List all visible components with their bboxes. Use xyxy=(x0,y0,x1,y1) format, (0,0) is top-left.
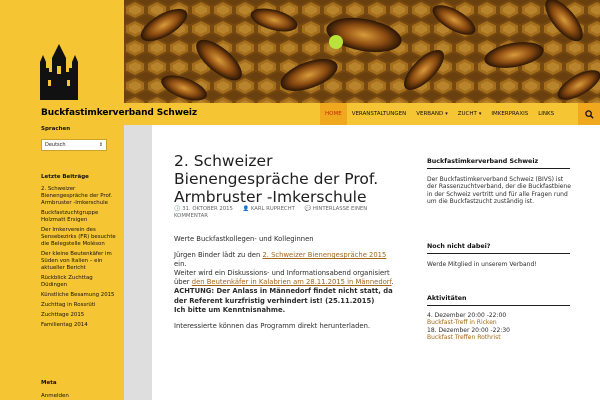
search-button[interactable] xyxy=(578,103,600,125)
recent-post-link[interactable]: Der Imkerverein des Sensebezirks (FR) besuchte die Belegstelle Moléson xyxy=(41,227,116,247)
recent-post-link[interactable]: Rückblick Zuchttag Düdingen xyxy=(41,275,93,288)
post-text: Weiter wird ein Diskussions- und Informationsabend organisiert über xyxy=(174,269,390,287)
nav-label-zucht: ZUCHT xyxy=(457,111,477,117)
recent-posts-list xyxy=(41,186,119,332)
main-navigation xyxy=(320,103,559,125)
post-meta xyxy=(174,206,394,220)
nav-item-veranstaltungen[interactable] xyxy=(347,103,412,125)
main-content xyxy=(152,125,402,400)
recent-post-link[interactable]: Zuchttage 2015 xyxy=(41,312,85,318)
search-icon xyxy=(585,110,594,119)
chevron-down-icon: ▾ xyxy=(445,111,448,117)
post-body xyxy=(174,235,399,338)
nav-label-veranstaltungen: VERANSTALTUNGEN xyxy=(351,111,407,117)
post-text: Jürgen Binder lädt zu den xyxy=(174,251,263,260)
nav-item-imkerpraxis[interactable] xyxy=(486,103,533,125)
recent-post-link[interactable]: 2. Schweizer Bienengespräche der Prof. Armbruster -Imkerschule xyxy=(41,186,112,206)
post-comment-text: HINTERLASSE EINEN KOMMENTAR xyxy=(174,206,368,219)
nav-label-home: HOME xyxy=(325,111,342,117)
widget-bivs-text: Der Buckfastimkerverband Schweiz (BIVS) ist der Rassenzuchtverband, der die Buckfastbiene in der Schweiz vertritt und für alle Fragen rund um die Buckfastzucht zuständig ist. xyxy=(427,176,571,206)
event-link[interactable]: Buckfast-Treff in Ricken xyxy=(427,319,497,327)
nav-label-imkerpraxis: IMKERPRAXIS xyxy=(491,111,529,117)
post-date-text: 31. OKTOBER 2015 xyxy=(182,206,233,212)
select-arrows-icon: ⇕ xyxy=(98,142,103,148)
widget-divider xyxy=(427,305,570,306)
event-date: 4. Dezember 20:00 -22:00 xyxy=(427,312,507,319)
nav-item-links[interactable] xyxy=(533,103,559,125)
header-banner-image xyxy=(124,0,600,103)
widget-divider xyxy=(427,168,570,169)
right-sidebar xyxy=(402,125,600,400)
post-title[interactable]: 2. Schweizer Bienengespräche der Prof. Armbruster -Imkerschule xyxy=(174,152,379,206)
recent-post-link[interactable]: Zuchttag in Rossrüti xyxy=(41,302,96,308)
language-selected-value: Deutsch xyxy=(45,142,66,148)
post-warning: ACHTUNG: Der Anlass in Männedorf findet nicht statt, da der Referent kurzfristig verhindert ist! (25.11.2015) xyxy=(174,287,393,305)
event-date: 18. Dezember 20:00 -22:30 xyxy=(427,326,510,334)
widget-divider xyxy=(427,253,570,254)
widget-heading-bivs: Buckfastimkerverband Schweiz xyxy=(427,158,539,165)
beutenkaefer-link[interactable]: den Beutenkäfer in Kalabrien am 28.11.2015 in Männedorf xyxy=(191,278,392,287)
post-comment-link[interactable]: 💬 HINTERLASSE EINEN KOMMENTAR xyxy=(174,206,368,219)
nav-item-verband[interactable] xyxy=(411,103,452,125)
widget-heading-join: Noch nicht dabei? xyxy=(427,243,491,250)
membership-link[interactable]: Werde Mitglied in unserem Verband! xyxy=(427,261,537,268)
event-item xyxy=(427,312,572,342)
bienengespraeche-link[interactable]: 2. Schweizer Bienengespräche 2015 xyxy=(262,251,387,260)
site-logo[interactable] xyxy=(0,0,124,103)
post-author[interactable]: 👤 KARL RUPRECHT xyxy=(242,206,295,212)
nav-label-links: LINKS xyxy=(538,111,555,117)
recent-post-link[interactable]: Künstliche Besamung 2015 xyxy=(41,292,115,298)
content-gutter xyxy=(124,125,152,400)
castle-logo-icon xyxy=(0,0,124,103)
site-title[interactable]: Buckfastimkerverband Schweiz xyxy=(41,108,198,118)
header-bar xyxy=(0,103,600,125)
chevron-down-icon: ▾ xyxy=(478,111,482,117)
login-link[interactable]: Anmelden xyxy=(41,393,69,399)
event-link[interactable]: Buckfast Treffen Rothrist xyxy=(427,334,501,342)
post-paragraph xyxy=(174,251,399,315)
bees-honeycomb-image xyxy=(124,0,600,103)
post-author-text: KARL RUPRECHT xyxy=(250,206,295,212)
post-text: ein. xyxy=(174,260,187,269)
post-date[interactable]: 🕓 31. OKTOBER 2015 xyxy=(174,206,233,212)
language-select[interactable] xyxy=(41,139,107,151)
widget-heading-activities: Aktivitäten xyxy=(427,295,467,302)
recent-posts-heading: Letzte Beiträge xyxy=(41,174,89,180)
nav-item-zucht[interactable] xyxy=(453,103,487,125)
nav-label-verband: VERBAND xyxy=(416,111,444,117)
meta-heading: Meta xyxy=(41,380,57,386)
nav-item-home[interactable] xyxy=(320,103,347,125)
languages-heading: Sprachen xyxy=(41,126,71,132)
post-text: . xyxy=(391,278,394,287)
post-download-text: Interessierte können das Programm direkt herunterladen. xyxy=(174,321,371,330)
recent-post-link[interactable]: Der kleine Beutenkäfer im Süden von Italien – ein aktueller Bericht xyxy=(41,251,112,271)
post-greeting: Werte Buckfastkollegen- und Kolleginnen xyxy=(174,235,314,243)
recent-post-link[interactable]: Buckfastzuchtgruppe Holzmatt Ersigen xyxy=(41,210,99,223)
recent-post-link[interactable]: Familientag 2014 xyxy=(41,322,88,328)
post-request: Ich bitte um Kenntnisnahme. xyxy=(174,305,286,314)
